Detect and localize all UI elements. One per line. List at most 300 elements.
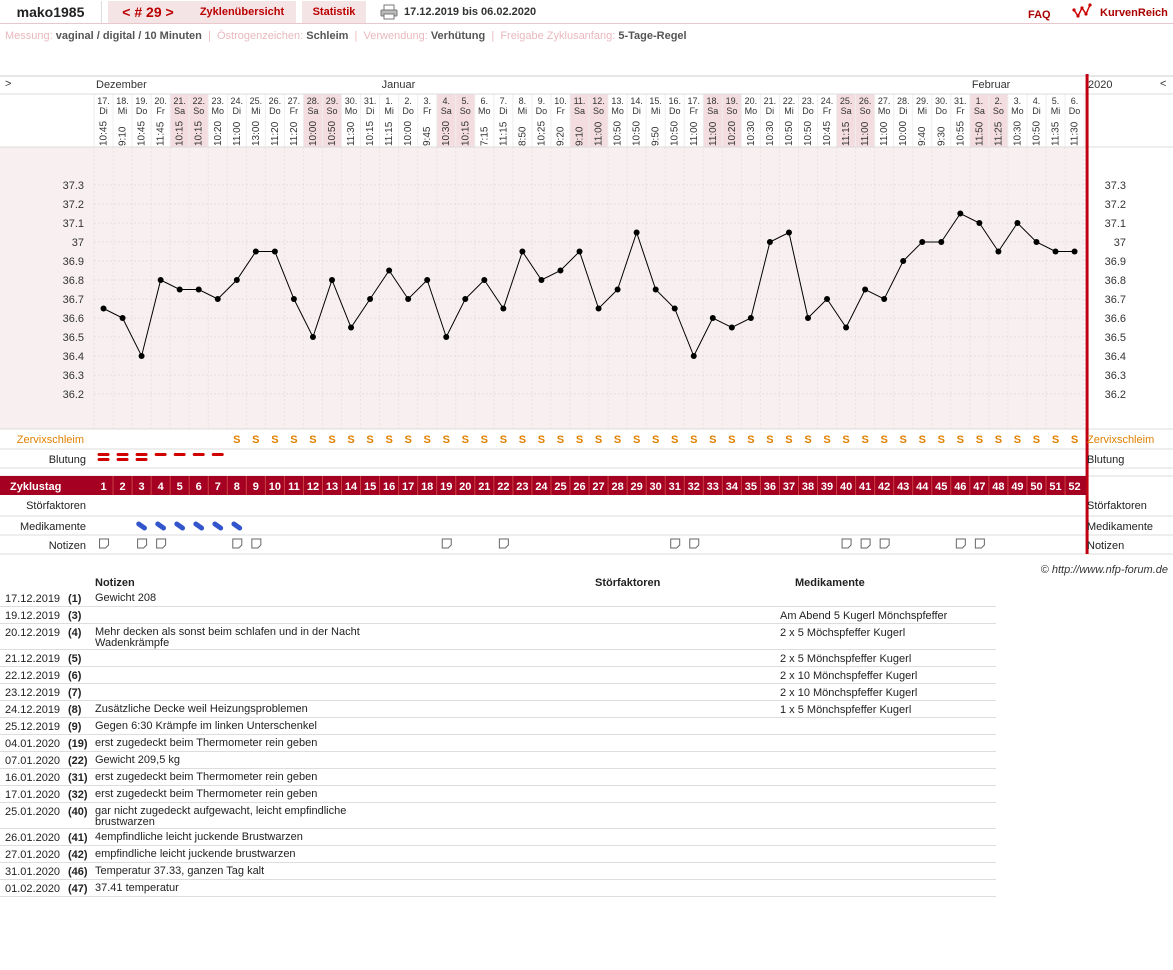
time-label: 11:30 [346,121,358,146]
date-label: 18. [116,96,129,106]
time-label: 11:00 [707,121,719,146]
table-row [0,719,996,735]
note-icon [880,539,889,548]
cervix-mark: S [747,434,755,446]
row-note: Gegen 6:30 Krämpfe im linken Unterschenkel [95,720,317,732]
cycle-day-number: 24 [535,481,548,493]
bleeding-heavy-mark [136,458,148,461]
row-date: 19.12.2019 [5,610,61,622]
time-label: 11:45 [155,121,167,146]
row-note: Gewicht 208 [95,592,157,604]
row-date: 27.01.2020 [5,849,61,861]
date-label: 19. [135,96,148,106]
date-label: 28. [306,96,320,106]
temperature-point [462,296,468,302]
estrogen-value: Schleim [306,30,349,42]
row-cycle-day: (19) [68,738,88,750]
cycle-day-number: 8 [233,481,240,493]
y-tick-label-right: 36.5 [1104,332,1126,344]
cycle-day-number: 18 [421,481,434,493]
temperature-point [215,296,221,302]
weekday-label: Di [499,106,508,116]
disturb-label-left: Störfaktoren [26,500,86,512]
time-label: 10:30 [1012,120,1024,146]
cervix-mark: S [404,434,412,446]
weekday-label: So [459,106,471,116]
table-row [0,651,996,667]
date-label: 3. [423,96,431,106]
date-label: 6. [1070,96,1079,106]
row-medication: Am Abend 5 Kugerl Mönchspfeffer [780,610,948,622]
time-label: 11:00 [879,121,891,146]
time-label: 10:15 [460,120,472,146]
cycle-day-number: 26 [573,481,586,493]
row-date: 04.01.2020 [5,738,61,750]
cycle-day-number: 21 [478,481,491,493]
temperature-point [957,211,963,217]
date-label: 1. [385,96,393,106]
cervix-mark: S [1032,434,1041,446]
date-label: 22. [192,96,205,106]
row-cycle-day: (41) [68,832,88,844]
weekday-label: Sa [840,106,852,116]
row-cycle-day: (4) [68,627,82,639]
temperature-point [919,239,925,245]
cervix-mark: S [652,434,660,446]
date-label: 26. [858,96,872,106]
weekday-label: Do [269,106,281,116]
date-label: 30. [935,96,948,106]
row-date: 22.12.2019 [5,670,61,682]
weekday-label: Sa [574,106,586,116]
time-label: 10:45 [136,120,148,146]
table-row [0,736,996,752]
bleeding-heavy-mark [98,453,110,456]
date-label: 24. [820,96,834,106]
row-date: 26.01.2020 [5,832,61,844]
cycle-day-number: 43 [897,481,910,493]
weekday-label: Do [668,106,681,116]
temperature-point [196,287,202,293]
measure-value: vaginal / digital / 10 Minuten [55,30,202,42]
y-tick-label-left: 36.6 [62,313,84,325]
cervix-mark: S [899,434,907,446]
temperature-point [843,325,849,331]
time-label: 13:00 [250,120,262,146]
date-range: 17.12.2019 bis 06.02.2020 [404,6,537,18]
cervix-mark: S [385,434,393,446]
row-date: 17.01.2020 [5,789,61,801]
cycle-day-number: 5 [176,481,183,493]
cervix-mark: S [480,434,488,446]
y-tick-label-right: 36.4 [1104,351,1126,363]
row-cycle-day: (40) [68,806,88,818]
weekday-label: So [193,106,205,116]
weekday-label: Mi [784,106,794,116]
copyright[interactable]: © http://www.nfp-forum.de [1040,564,1168,576]
cervix-mark: S [766,434,774,446]
row-note: gar nicht zugedeckt aufgewacht, leicht empfindliche brustwarzen [95,805,347,828]
table-row [0,625,996,650]
bleeding-light-mark [155,453,167,456]
weekday-label: Di [632,106,641,116]
temperature-point [272,249,278,255]
row-cycle-day: (5) [68,653,82,665]
temperature-point [691,353,697,359]
logo-icon [1072,2,1092,20]
top-bar [0,0,1173,24]
table-row [0,770,996,786]
cervix-mark: S [328,434,336,446]
bleeding-label-left: Blutung [48,454,86,466]
time-label: 11:50 [974,121,986,146]
cycle-day-number: 30 [649,481,662,493]
row-medication: 2 x 10 Mönchspfeffer Kugerl [780,687,918,699]
date-label: 5. [1051,96,1060,106]
cycle-day-number: 1 [100,481,107,493]
row-cycle-day: (22) [68,755,88,767]
chart-nav-left: > [5,78,12,90]
y-tick-label-left: 36.7 [62,294,84,306]
time-label: 9:30 [936,126,948,146]
temperature-point [481,277,487,283]
bleeding-light-mark [174,453,186,456]
temperature-point [634,230,640,236]
time-label: 10:30 [441,120,453,146]
y-tick-label-right: 36.9 [1104,256,1126,268]
weekday-label: Di [365,106,375,116]
date-label: 16. [668,96,681,106]
temperature-point [519,249,525,255]
cervix-mark: S [537,434,546,446]
time-label: 9:50 [650,126,662,146]
estrogen-label: Östrogenzeichen: [216,30,304,42]
table-row [0,787,996,803]
cycle-day-number: 44 [916,481,929,493]
cervix-mark: S [632,434,641,446]
row-cycle-day: (31) [68,772,88,784]
cycle-day-number: 2 [119,481,126,493]
time-label: 9:10 [574,126,586,146]
tab-cycle-overview[interactable]: Zyklenübersicht [188,1,296,23]
row-note: Mehr decken als sonst beim schlafen und in der Nacht Wadenkrämpfe [95,626,360,649]
temperature-point [862,287,868,293]
disturb-column-header: Störfaktoren [595,577,661,589]
temperature-point [615,287,621,293]
table-row [0,804,996,829]
row-cycle-day: (32) [68,789,88,801]
plot-area [0,147,1084,429]
cycle-day-number: 50 [1030,481,1043,493]
use-label: Verwendung: [363,30,428,42]
weekday-label: Do [402,106,414,116]
time-label: 10:20 [212,120,224,146]
cervix-mark: S [252,434,260,446]
weekday-label: Mi [650,106,661,116]
cycle-day-number: 25 [554,481,567,493]
time-label: 8:50 [517,126,529,146]
cervix-mark: S [1070,434,1079,446]
temperature-point [938,239,944,245]
weekday-label: Di [898,106,908,116]
row-note: 37.41 temperatur [95,882,179,894]
row-cycle-day: (8) [68,704,82,716]
cycle-day-number: 45 [935,481,948,493]
y-tick-label-left: 37 [71,237,84,249]
cycle-day-number: 46 [954,481,967,493]
date-label: 9. [537,96,546,106]
temperature-point [1072,249,1078,255]
y-tick-label-right: 36.7 [1104,294,1126,306]
temperature-point [577,249,583,255]
date-label: 23. [211,96,225,106]
bleeding-light-mark [193,453,205,456]
month-label: Februar [971,79,1011,91]
date-label: 1. [975,96,984,106]
cervix-mark: S [823,434,831,446]
bleeding-heavy-mark [117,453,129,456]
cycle-day-number: 27 [592,481,605,493]
temperature-point [805,315,811,321]
temperature-point [1033,239,1039,245]
temperature-point [1014,220,1020,226]
note-icon [861,539,870,548]
temperature-point [653,287,659,293]
date-label: 20. [154,96,167,106]
cycle-day-number: 6 [195,481,202,493]
temperature-point [310,334,316,340]
temperature-point [101,306,107,312]
temperature-point [500,306,506,312]
cycle-day-number: 48 [992,481,1005,493]
cervix-mark: S [861,434,869,446]
date-label: 11. [573,96,586,106]
release-value: 5-Tage-Regel [618,30,687,42]
date-label: 20. [744,96,758,106]
meds-label-left: Medikamente [19,521,86,533]
temperature-point [767,239,773,245]
date-label: 6. [480,96,489,106]
weekday-label: Di [99,106,108,116]
temperature-point [291,296,297,302]
tab-statistics[interactable]: Statistik [302,1,366,23]
cervix-mark: S [785,434,793,446]
weekday-label: Sa [973,106,985,116]
time-label: 11:25 [993,121,1005,146]
cycle-day-number: 14 [344,481,358,493]
year-label: 2020 [1088,79,1113,91]
temperature-point [538,277,544,283]
y-tick-label-left: 36.5 [62,332,84,344]
temperature-chart [0,74,1173,564]
time-label: 11:00 [231,121,243,146]
cycle-day-number: 37 [782,481,796,493]
note-icon [842,539,851,548]
time-label: 9:10 [117,126,129,146]
table-row [0,591,996,607]
row-note: erst zugedeckt beim Thermometer rein geben [95,737,318,749]
y-tick-label-right: 36.6 [1104,313,1126,325]
weekday-label: Di [232,106,242,116]
cycle-navigation[interactable]: < # 29 > [108,1,188,23]
faq-link[interactable]: FAQ [1028,9,1051,21]
note-icon [157,539,166,548]
cycle-day-number: 7 [214,481,221,493]
cycle-day-number: 39 [820,481,834,493]
cervix-mark: S [880,434,888,446]
cycle-day-number: 34 [725,481,738,493]
weekday-label: So [326,106,338,116]
weekday-label: Fr [422,106,432,116]
row-date: 25.12.2019 [5,721,61,733]
temperature-point [557,268,563,274]
weekday-label: Sa [174,106,186,116]
cervix-mark: S [461,434,469,446]
weekday-label: Mi [517,106,528,116]
printer-icon[interactable] [380,4,398,20]
row-note: empfindliche leicht juckende brustwarzen [95,848,296,860]
temperature-point [881,296,887,302]
table-row [0,881,996,897]
date-label: 22. [782,96,796,106]
row-date: 24.12.2019 [5,704,61,716]
row-cycle-day: (6) [68,670,82,682]
cycle-day-number: 10 [268,481,282,493]
time-label: 11:15 [498,121,510,146]
meds-label-right: Medikamente [1087,521,1154,533]
cervix-mark: S [975,434,984,446]
cycle-day-number: 23 [516,481,529,493]
y-tick-label-left: 37.3 [62,180,84,192]
date-label: 8. [518,96,527,106]
cycle-info-bar: Messung: vaginal / digital / 10 Minuten | Östrogenzeichen: Schleim | Verwendung: Verhütung | Freigabe Zyklusanfang: 5-Tage-Regel [5,30,687,42]
note-icon [100,539,109,548]
notes-label-left: Notizen [48,540,86,552]
time-label: 7:15 [479,126,491,146]
cycle-day-number: 11 [288,481,300,493]
time-label: 9:40 [917,126,929,146]
time-label: 10:30 [745,120,757,146]
cervix-mark: S [690,434,698,446]
time-label: 11:35 [1050,121,1062,146]
time-label: 10:15 [174,120,186,146]
temperature-point [443,334,449,340]
table-row [0,608,996,624]
cervix-mark: S [499,434,508,446]
disturb-label-right: Störfaktoren [1087,500,1147,512]
row-cycle-day: (3) [68,610,82,622]
weekday-label: Fr [156,106,165,116]
bleeding-light-mark [212,453,224,456]
use-value: Verhütung [430,30,486,42]
cycle-day-number: 33 [706,481,719,493]
weekday-label: Mo [744,106,758,116]
y-tick-label-left: 37.1 [62,218,84,230]
row-medication: 2 x 5 Mönchspfeffer Kugerl [780,653,912,665]
release-label: Freigabe Zyklusanfang: [500,30,616,42]
cycle-day-number: 52 [1068,481,1081,493]
cycle-day-number: 16 [382,481,396,493]
time-label: 10:20 [726,120,738,146]
time-label: 11:20 [288,121,300,146]
note-icon [956,539,965,548]
temperature-point [729,325,735,331]
row-note: 4empfindliche leicht juckende Brustwarzen [95,831,303,843]
weekday-label: Di [1032,106,1041,116]
cycle-day-number: 51 [1049,481,1062,493]
cycle-day-number: 22 [497,481,510,493]
date-label: 29. [915,96,929,106]
time-label: 10:50 [803,120,814,146]
cycle-day-number: 31 [668,481,681,493]
weekday-label: Fr [289,106,299,116]
cycle-day-number: 15 [363,481,377,493]
temperature-point [672,306,678,312]
time-label: 11:00 [688,121,700,146]
cycle-day-number: 28 [611,481,624,493]
weekday-label: Do [802,106,814,116]
cervix-mark: S [309,434,317,446]
cycle-day-number: 40 [839,481,853,493]
temperature-point [1053,249,1059,255]
time-label: 11:30 [1069,121,1081,146]
table-row [0,847,996,863]
measure-label: Messung: [5,30,53,42]
cervix-mark: S [804,434,812,446]
weekday-label: Mi [384,106,394,116]
temperature-point [596,306,602,312]
weekday-label: Sa [440,106,452,116]
date-label: 21. [763,96,777,106]
cycle-day-number: 12 [306,481,320,493]
cycle-day-number: 42 [878,481,891,493]
brand-name[interactable]: KurvenReich [1100,7,1168,19]
y-tick-label-left: 36.2 [62,389,84,401]
weekday-label: Fr [556,106,565,116]
meds-column-header: Medikamente [795,577,865,589]
date-label: 4. [442,96,450,106]
temperature-point [976,220,982,226]
row-cycle-day: (47) [68,883,88,895]
weekday-label: Mi [1050,106,1061,116]
cervix-label-right: Zervixschleim [1087,434,1155,446]
cervix-mark: S [366,434,374,446]
y-tick-label-left: 37.2 [62,199,84,211]
cervix-mark: S [613,434,622,446]
bleeding-label-right: Blutung [1087,454,1125,466]
date-label: 2. [404,96,412,106]
chart-nav-right: < [1160,78,1167,90]
row-medication: 2 x 10 Mönchspfeffer Kugerl [780,670,918,682]
weekday-label: Fr [822,106,832,116]
date-label: 17. [687,96,701,106]
cervix-mark: S [290,434,298,446]
cervix-mark: S [918,434,926,446]
date-label: 31. [954,96,967,106]
cervix-mark: S [1051,434,1060,446]
note-icon [442,539,451,548]
weekday-label: So [992,106,1004,116]
note-icon [671,539,680,548]
row-date: 21.12.2019 [5,653,61,665]
row-medication: 2 x 5 Möchspfeffer Kugerl [780,627,906,639]
weekday-label: Mo [344,106,358,116]
temperature-point [234,277,240,283]
time-label: 10:00 [403,120,415,146]
time-label: 9:20 [555,126,567,146]
weekday-label: Do [1068,106,1081,116]
date-label: 3. [1013,96,1022,106]
